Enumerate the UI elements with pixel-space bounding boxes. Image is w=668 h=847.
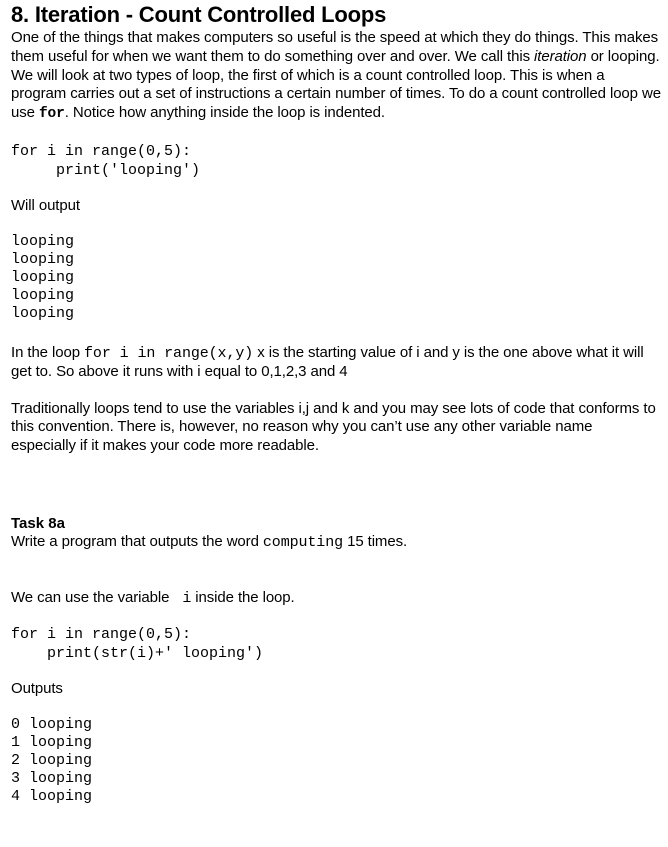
variable-code: i [173,590,192,608]
range-text: x is the starting value of i and y is the one above what it will get to. So above it runs with i equal to 0,1,2,3 and 4 [11,343,644,380]
output-block-2 [11,716,661,807]
intro-for-keyword: for [38,106,65,123]
output-line: 1 looping [11,733,93,751]
code-block-1 [11,143,661,179]
output-line: 2 looping [11,752,93,770]
variable-suffix: inside the loop. [191,589,295,607]
task-suffix: 15 times. [343,533,408,550]
code-line: print(str(i)+' looping') [11,644,264,662]
variable-prefix: We can use the variable [11,589,174,607]
section-title: 8. Iteration - Count Controlled Loops [11,2,387,27]
output-line: 3 looping [11,770,93,788]
tradition-paragraph: Traditionally loops tend to use the variables i,j and k and you may see lots of code that conforms to this convention. There is, however, no reason why you can’t use any other variable name especially if it makes your code more readable. [11,399,656,455]
output-line: looping [11,269,75,286]
output-block-1 [11,233,661,324]
output-line: 0 looping [11,715,93,733]
outputs-label: Outputs [11,679,63,697]
code-line: for i in range(0,5): [11,143,192,161]
intro-paragraph [11,29,661,123]
code-block-2 [11,626,661,662]
output-line: looping [11,232,75,250]
code-line: print('looping') [11,161,201,179]
output-line: looping [11,305,75,323]
output-line: 4 looping [11,788,93,806]
document-page [11,0,661,807]
range-prefix: In the loop [11,343,85,361]
task-heading: Task 8a [11,515,65,532]
task-prefix: Write a program that outputs the word [11,533,263,550]
variable-note [11,589,661,608]
intro-text-3: . Notice how anything inside the loop is indented. [64,104,385,122]
intro-text-2: or looping. We will look at two types of loop, the first of which is a count controlled loop. This is when a program carries out a set of instructions a certain number of times. To do a count controlled loop we use [11,47,661,122]
range-code: for i in range(x,y) [84,344,254,362]
output-line: looping [11,287,75,305]
output-line: looping [11,250,75,268]
intro-iteration-word: iteration [534,47,587,65]
intro-text-1: One of the things that makes computers so useful is the speed at which they do things. This makes them useful for when we want them to do something over and over. We call this [11,29,659,65]
task-code-word: computing [262,534,344,551]
code-line: for i in range(0,5): [11,626,192,644]
will-output-label: Will output [11,196,80,214]
range-explanation [11,344,661,382]
task-description [11,533,661,552]
